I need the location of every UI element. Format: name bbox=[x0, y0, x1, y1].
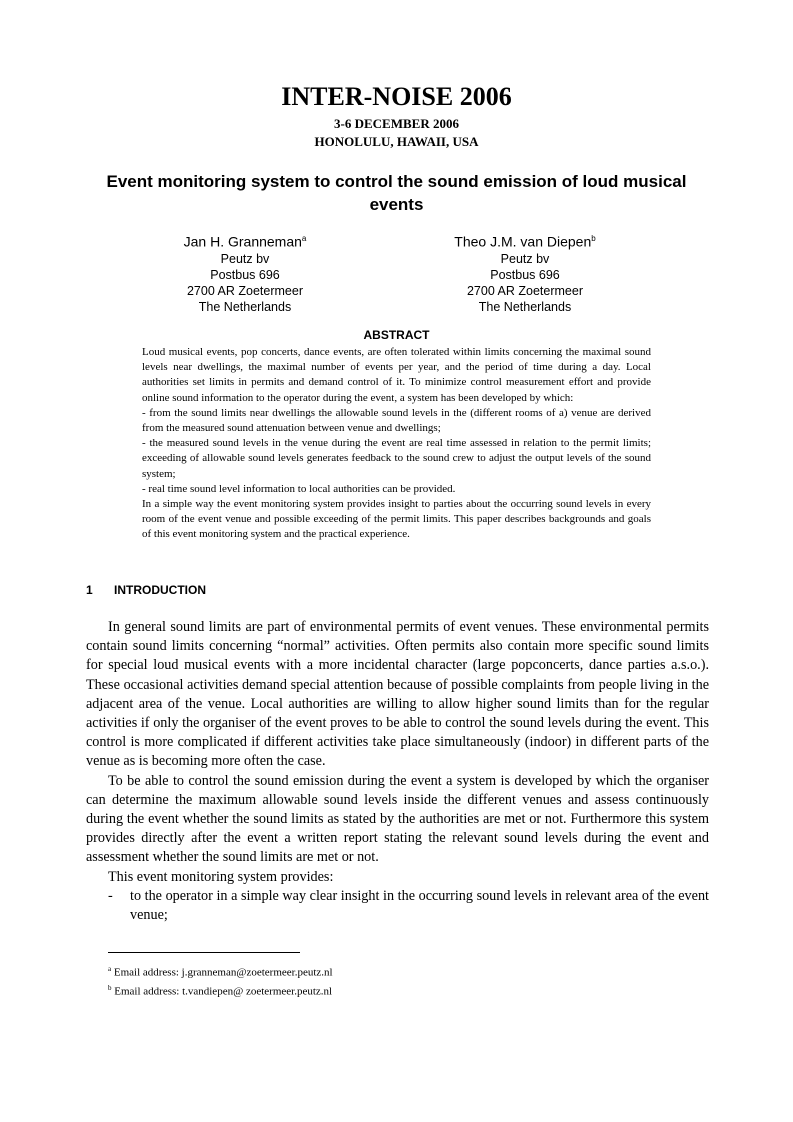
author-marker: b bbox=[591, 234, 596, 243]
author-block-2 bbox=[425, 230, 625, 315]
footnote bbox=[108, 981, 333, 1000]
conference-title: INTER-NOISE 2006 bbox=[281, 82, 512, 111]
body-paragraph: To be able to control the sound emission during the event a system is developed by which the organiser can determine the maximum allowable sound levels inside the different venues and assess continuously during the event whether the sound limits as stated by the authorities are met or not. Furthermore this system provides directly after the event a written report stating the relevant sound levels during the event and assessment whether the sound limits are met or not. bbox=[86, 772, 709, 866]
body-paragraph: This event monitoring system provides: bbox=[108, 868, 334, 885]
author-address: Postbus 696 bbox=[210, 267, 280, 282]
abstract-paragraph: Loud musical events, pop concerts, dance events, are often tolerated within limits concerning the maximal sound levels near dwellings, the maximal number of events per year, and the period of time during a day. Local authorities set limits in permits and demand control of it. To minimize control measurement effort and provide online sound information to the operator during the event, a system has been developed by which: bbox=[142, 346, 651, 404]
body-paragraph: In general sound limits are part of environmental permits of event venues. These environmental permits contain sound limits concerning “normal” activities. Often permits also contain more specific sound limits for special loud musical events with a more incidental character (large popconcerts, dance parties a.s.o.). These occasional activities demand special attention because of possible complaints from people living in the adjacent area of the venue. Local authorities are willing to allow higher sound limits than for the regular activities if only the organiser of the event proves to be able to control the sound levels during the event. This control is more complicated if different activities take place simultaneously (indoor) in different parts of the venue as is becoming more often the case. bbox=[86, 619, 709, 770]
author-marker: a bbox=[301, 234, 307, 243]
footnote-divider bbox=[108, 952, 300, 953]
footnotes bbox=[108, 962, 333, 999]
abstract-list-item: - the measured sound levels in the venue during the event are real time assessed in relation to the permit limits; exceeding of allowable sound levels generates feedback to the sound crew to adjust the output levels of the sound system; bbox=[142, 437, 651, 480]
footnote-text: Email address: t.vandiepen@ zoetermeer.peutz.nl bbox=[114, 985, 333, 998]
section-heading bbox=[86, 583, 206, 598]
conference-dates: 3-6 DECEMBER 2006 bbox=[334, 116, 459, 131]
author-address: Postbus 696 bbox=[490, 267, 560, 282]
conference-location: HONOLULU, HAWAII, USA bbox=[314, 134, 479, 149]
body-text bbox=[86, 618, 709, 925]
author-country: The Netherlands bbox=[478, 299, 572, 314]
abstract-heading: ABSTRACT bbox=[363, 328, 430, 342]
abstract-list-item: - from the sound limits near dwellings the allowable sound levels in the (different rooms of a) venue are derived from the measured sound attenuation between venue and dwellings; bbox=[142, 406, 651, 435]
abstract-list-item: - real time sound level information to local authorities can be provided. bbox=[142, 482, 456, 495]
author-name: Theo J.M. van Diepen$^b$ bbox=[454, 233, 596, 250]
section-number: 1 bbox=[86, 583, 93, 597]
footnote-text: Email address: j.granneman@zoetermeer.peutz.nl bbox=[113, 966, 333, 979]
footnote-marker: b bbox=[108, 983, 112, 992]
author-affiliation: Peutz bv bbox=[220, 251, 270, 266]
author-city: 2700 AR Zoetermeer bbox=[186, 283, 304, 298]
author-country: The Netherlands bbox=[198, 299, 292, 314]
list-dash: - bbox=[108, 887, 113, 904]
list-item bbox=[86, 887, 709, 925]
author-name: Jan H. Granneman$^a$ bbox=[183, 233, 307, 250]
footnote-marker: a bbox=[108, 965, 112, 973]
abstract-paragraph: In a simple way the event monitoring system provides insight to parties about the occurring sound levels in every room of the event venue and possible exceeding of the permit limits. This paper describes backgrounds and goals of this event monitoring system and the practical experience. bbox=[142, 498, 651, 541]
section-title: INTRODUCTION bbox=[114, 583, 206, 597]
abstract-body bbox=[142, 345, 651, 543]
author-block-1 bbox=[150, 230, 340, 315]
list-item-text: to the operator in a simple way clear insight in the occurring sound levels in relevant area of the event venue; bbox=[130, 887, 709, 924]
paper-title: Event monitoring system to control the sound emission of loud musical events bbox=[106, 172, 687, 214]
footnote bbox=[108, 962, 333, 981]
author-city: 2700 AR Zoetermeer bbox=[466, 283, 584, 298]
author-affiliation: Peutz bv bbox=[500, 251, 550, 266]
